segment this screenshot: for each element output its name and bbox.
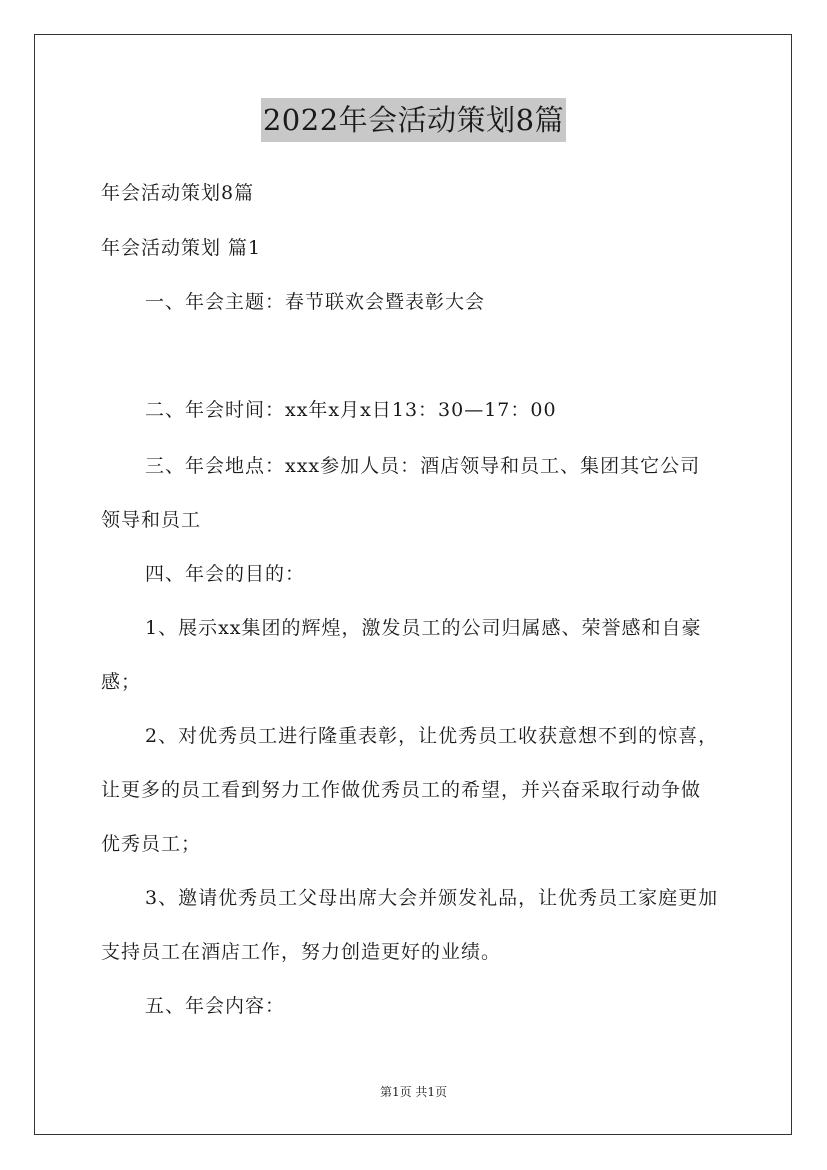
paragraph-line: 3、邀请优秀员工父母出席大会并颁发礼品，让优秀员工家庭更加 bbox=[145, 887, 719, 909]
paragraph-line: 五、年会内容： bbox=[145, 995, 286, 1017]
subtitle-line: 年会活动策划8篇 bbox=[101, 182, 255, 204]
paragraph-line: 支持员工在酒店工作，努力创造更好的业绩。 bbox=[101, 941, 502, 963]
paragraph-line: 二、年会时间：xx年x月x日13：30—17：00 bbox=[145, 399, 557, 421]
paragraph-line: 一、年会主题：春节联欢会暨表彰大会 bbox=[145, 291, 486, 313]
paragraph-line: 三、年会地点：xxx参加人员：酒店领导和员工、集团其它公司 bbox=[145, 455, 701, 477]
paragraph-line: 1、展示xx集团的辉煌，激发员工的公司归属感、荣誉感和自豪 bbox=[145, 617, 702, 639]
title-container bbox=[0, 98, 827, 142]
paragraph-line: 领导和员工 bbox=[101, 509, 202, 531]
page-number-footer: 第1页 共1页 bbox=[379, 1085, 448, 1099]
paragraph-line: 优秀员工； bbox=[101, 833, 202, 855]
paragraph-line: 感； bbox=[101, 671, 142, 693]
section-heading: 年会活动策划 篇1 bbox=[101, 237, 262, 259]
paragraph-line: 2、对优秀员工进行隆重表彰，让优秀员工收获意想不到的惊喜， bbox=[145, 725, 719, 747]
paragraph-line: 四、年会的目的： bbox=[145, 563, 306, 585]
paragraph-line: 让更多的员工看到努力工作做优秀员工的希望，并兴奋采取行动争做 bbox=[101, 779, 702, 801]
document-title: 2022年会活动策划8篇 bbox=[261, 98, 566, 142]
